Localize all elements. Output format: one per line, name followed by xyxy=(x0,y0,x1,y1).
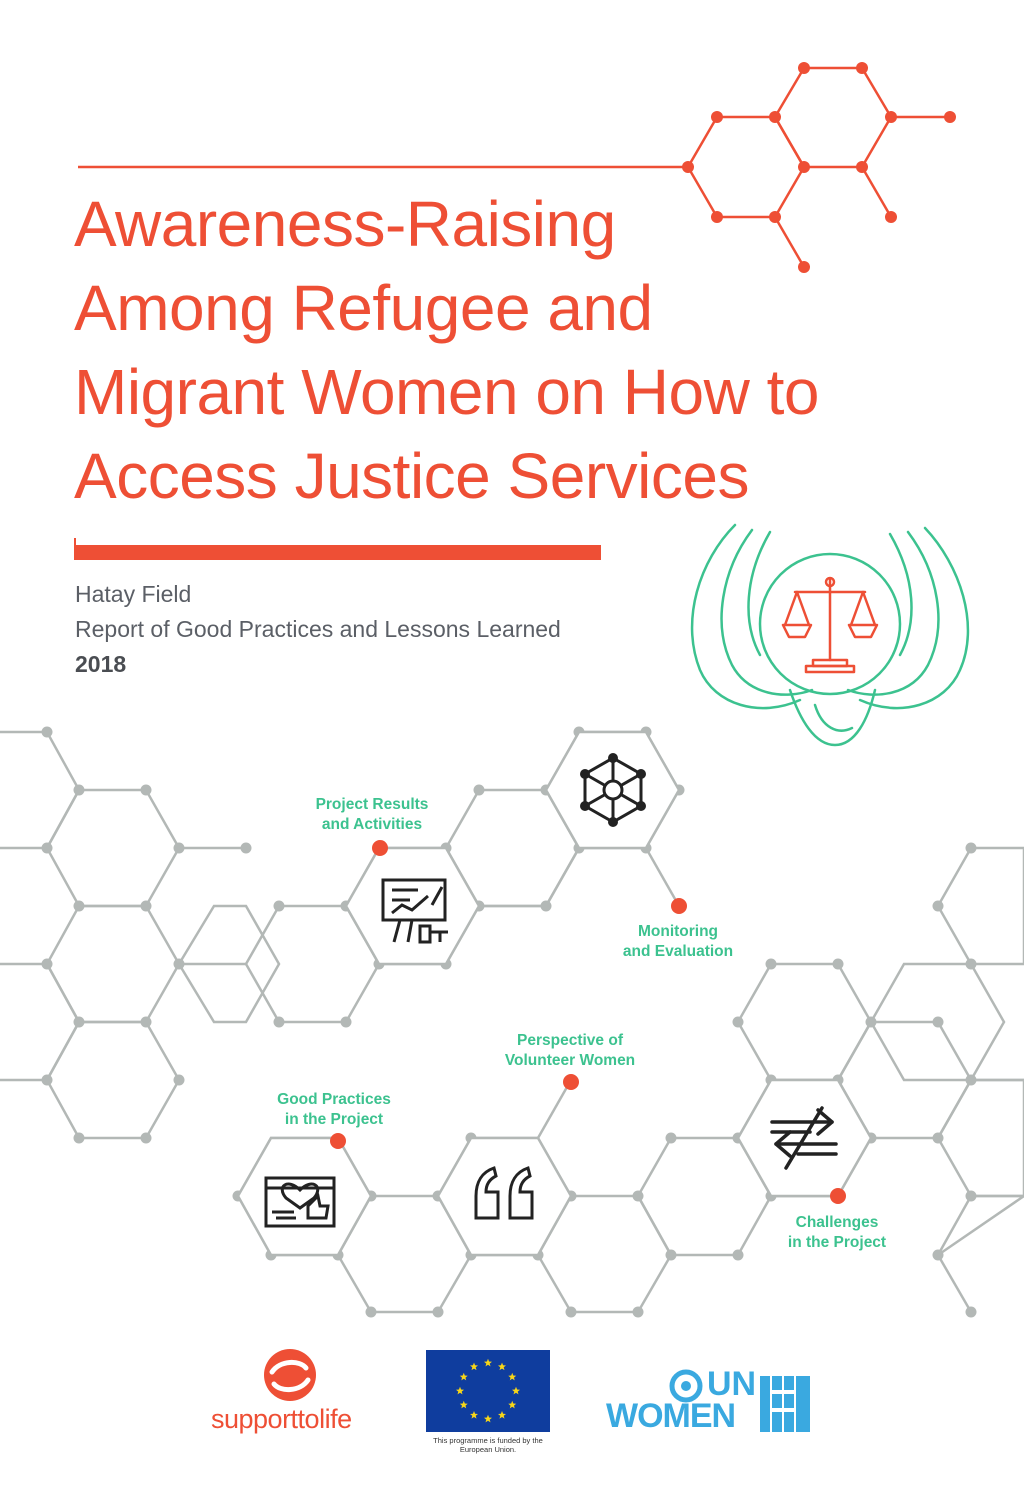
label-good-practices: Good Practices in the Project xyxy=(277,1091,391,1128)
label-project-results: Project Results and Activities xyxy=(315,796,429,833)
eu-flag-logo xyxy=(426,1350,550,1432)
title-line-4: Access Justice Services xyxy=(74,440,749,512)
hands-scales-icon xyxy=(692,525,968,745)
supporttolife-logo-mark xyxy=(264,1349,316,1401)
label-perspective-volunteer-women: Perspective of Volunteer Women xyxy=(504,1032,636,1069)
title-line-3: Migrant Women on How to xyxy=(74,356,819,428)
supporttolife-logo-text: supporttolife xyxy=(211,1404,352,1434)
title-line-1: Awareness-Raising xyxy=(74,188,616,260)
label-challenges: Challenges in the Project xyxy=(787,1214,887,1251)
unwomen-women-text: WOMEN xyxy=(606,1397,736,1435)
unwomen-un-text: UN xyxy=(707,1365,757,1403)
subtitle-report: Report of Good Practices and Lessons Learned xyxy=(75,616,561,642)
title-line-2: Among Refugee and xyxy=(74,272,653,344)
subtitle-year: 2018 xyxy=(75,651,127,677)
title-underline-bar xyxy=(74,545,601,560)
subtitle-field: Hatay Field xyxy=(75,581,192,607)
eu-funding-note: This programme is funded by the European Union. xyxy=(433,1436,543,1454)
label-monitoring-evaluation: Monitoring and Evaluation xyxy=(622,923,734,960)
